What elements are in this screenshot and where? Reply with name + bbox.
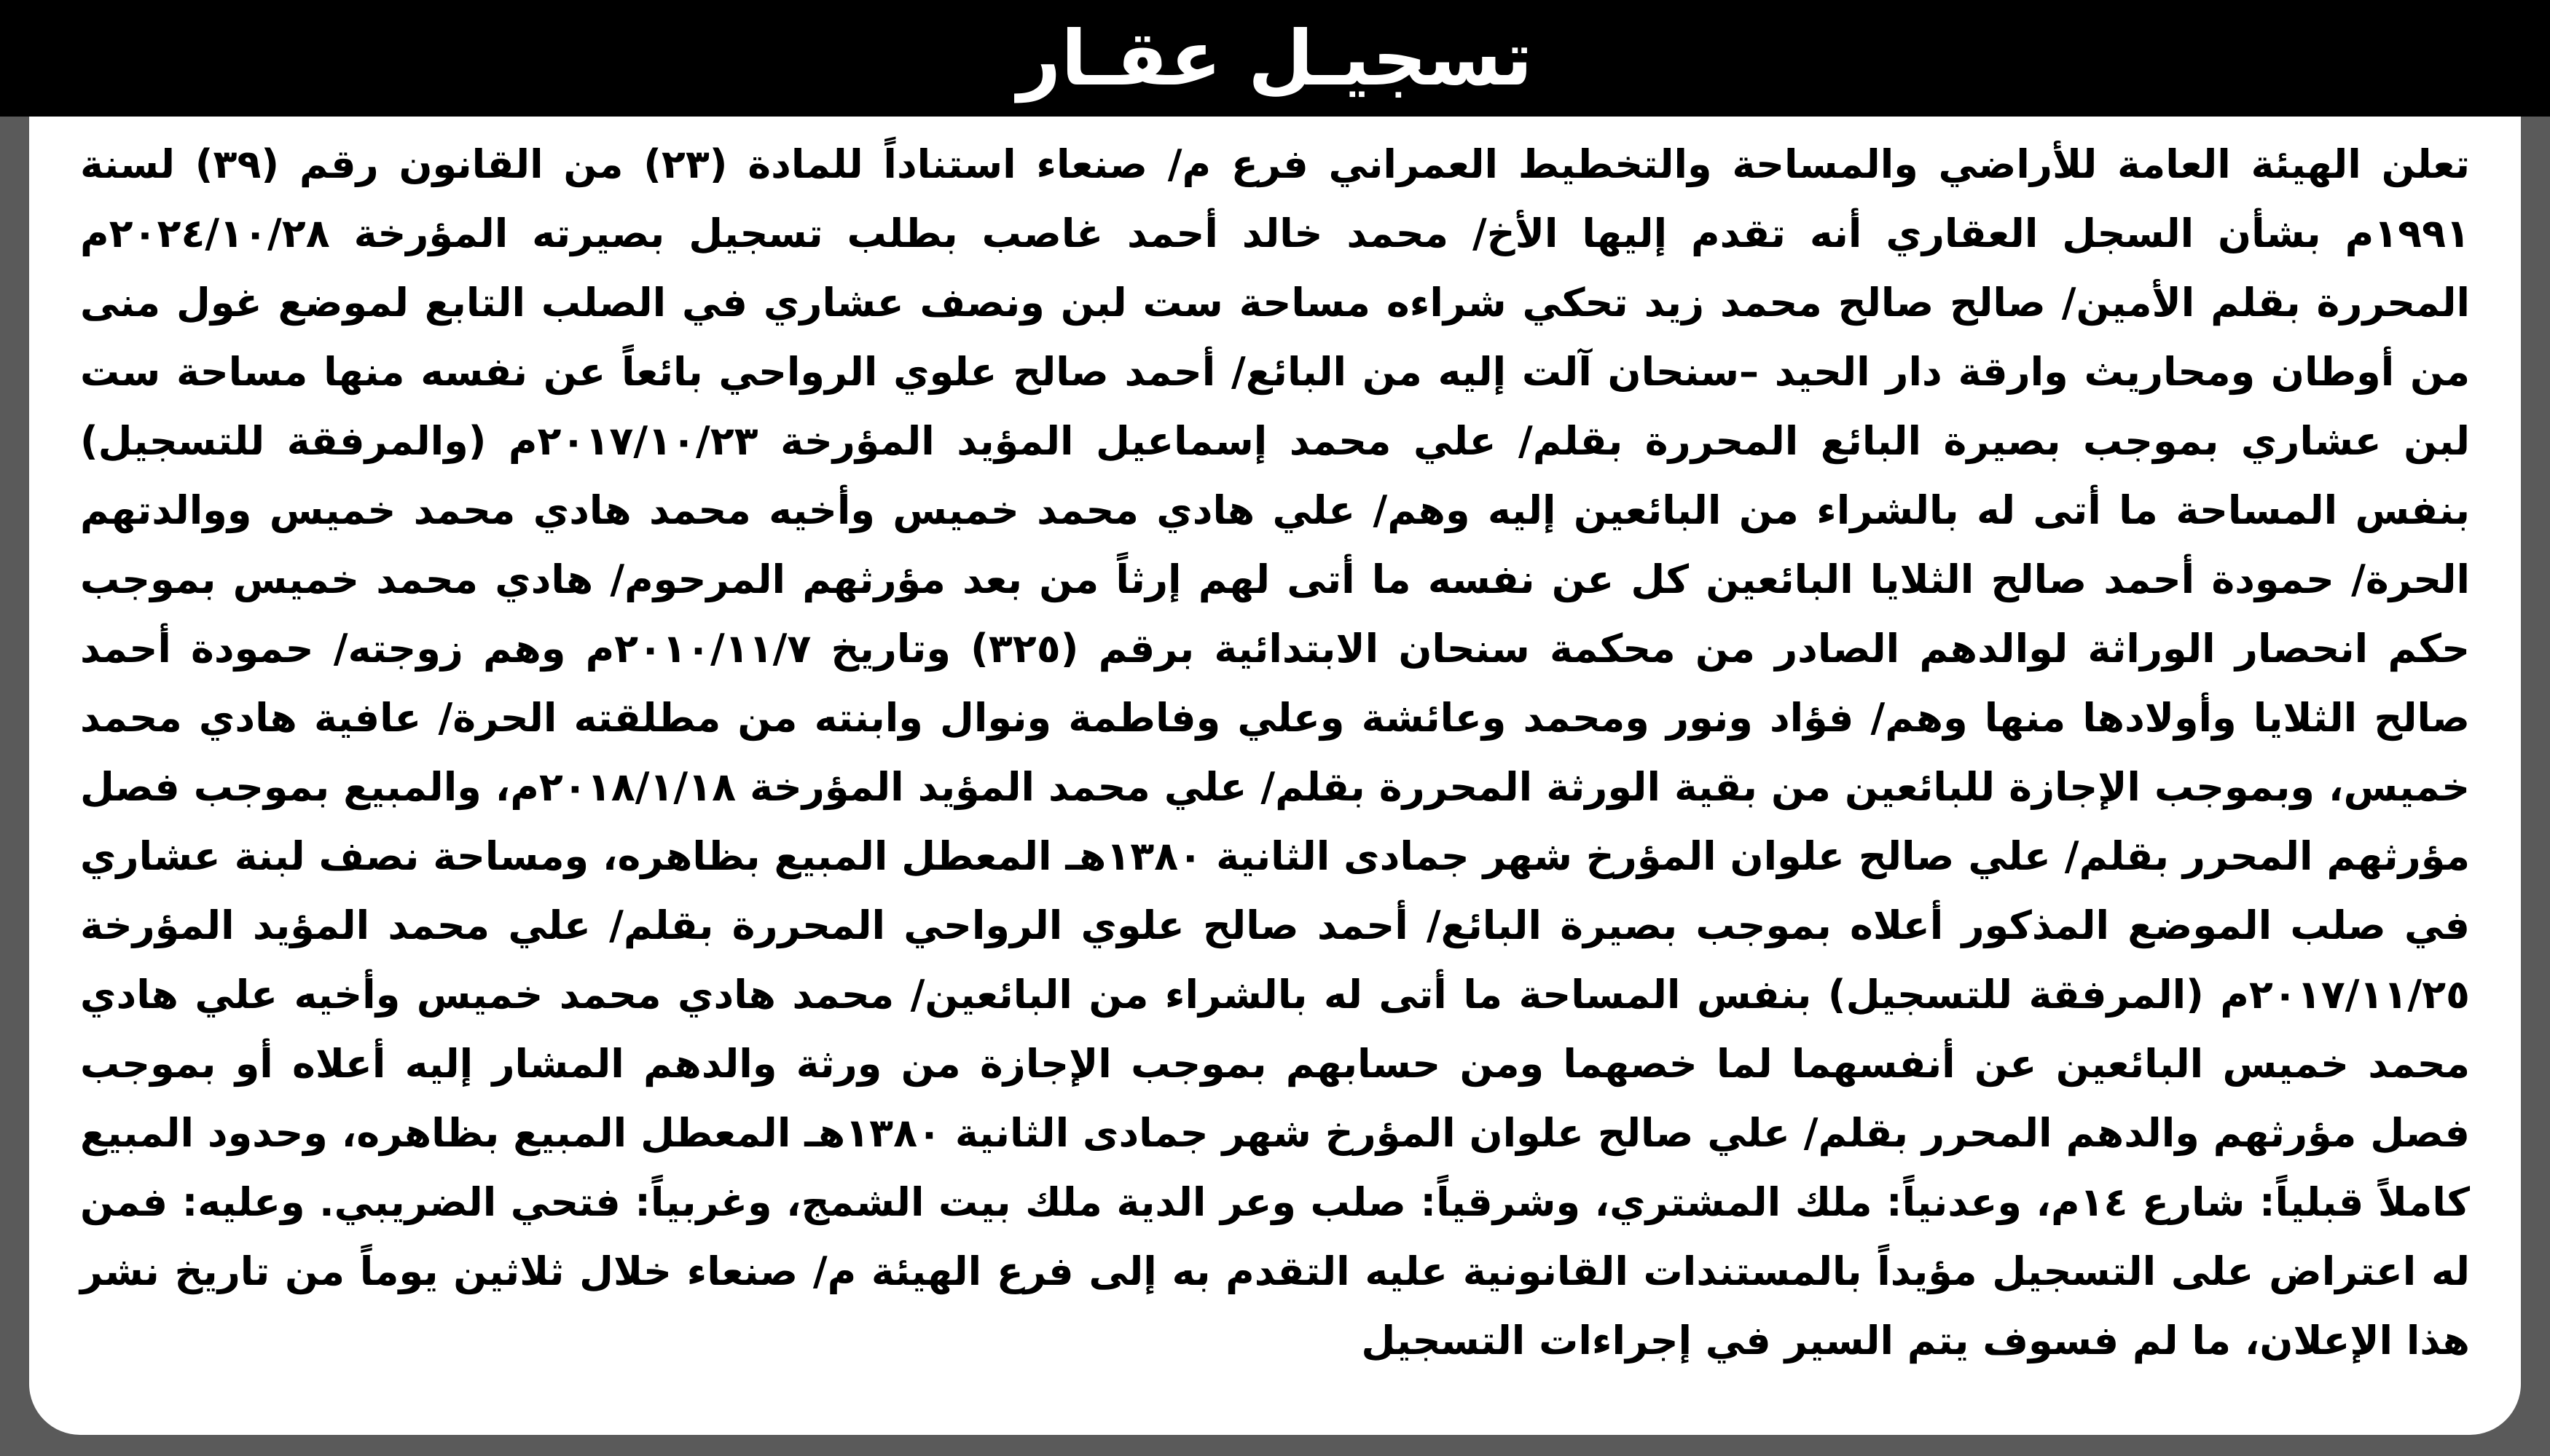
notice-body-text: تعلن الهيئة العامة للأراضي والمساحة والتخطيط العمراني فرع م/ صنعاء استناداً للمادة (٢٣) من القانون رقم (٣٩) لسنة ١٩٩١م بشأن السجل العقاري أنه تقدم إليها الأخ/ محمد خالد أحمد غاصب بطلب تسجيل بصيرته المؤرخة ٢٠٢٤/١٠/٢٨م المحررة بقلم الأمين/ صالح صالح محمد زيد تحكي شراءه مساحة ست لبن ونصف عشاري في الصلب التابع لموضع غول منى من أوطان ومحاريث وارقة دار الحيد –سنحان آلت إليه من البائع/ أحمد صالح علوي الرواحي بائعاً عن نفسه منها مساحة ست لبن عشاري بموجب بصيرة البائع المحررة بقلم/ علي محمد إسماعيل المؤيد المؤرخة ٢٠١٧/١٠/٢٣م (والمرفقة للتسجيل) بنفس المساحة ما أتى له بالشراء من البائعين إليه وهم/ علي هادي محمد خميس وأخيه محمد هادي محمد خميس ووالدتهم الحرة/ حمودة أحمد صالح الثلايا البائعين كل عن نفسه ما أتى لهم إرثاً من بعد مؤرثهم المرحوم/ هادي محمد خميس بموجب حكم انحصار الوراثة لوالدهم الصادر من محكمة سنحان الابتدائية برقم (٣٢٥) وتاريخ ٢٠١٠/١١/٧م وهم زوجته/ حمودة أحمد صالح الثلايا وأولادها منها وهم/ فؤاد ونور ومحمد وعائشة وعلي وفاطمة ونوال وابنته من مطلقته الحرة/ عافية هادي محمد خميس، وبموجب الإجازة للبائعين من بقية الورثة المحررة بقلم/ علي محمد المؤيد المؤرخة ٢٠١٨/١/١٨م، والمبيع بموجب فصل مؤرثهم المحرر بقلم/ علي صالح علوان المؤرخ شهر جمادى الثانية ١٣٨٠هـ المعطل المبيع بظاهره، ومساحة نصف لبنة عشاري في صلب الموضع المذكور أعلاه بموجب بصيرة البائع/ أحمد صالح علوي الرواحي المحررة بقلم/ علي محمد المؤيد المؤرخة ٢٠١٧/١١/٢٥م (المرفقة للتسجيل) بنفس المساحة ما أتى له بالشراء من البائعين/ محمد هادي محمد خميس وأخيه علي هادي محمد خميس البائعين عن أنفسهما لما خصهما ومن حسابهم بموجب الإجازة من ورثة والدهم المشار إليه أعلاه أو بموجب فصل مؤرثهم والدهم المحرر بقلم/ علي صالح علوان المؤرخ شهر جمادى الثانية ١٣٨٠هـ المعطل المبيع بظاهره، وحدود المبيع كاملاً قبلياً: شارع ١٤م، وعدنياً: ملك المشتري، وشرقياً: صلب وعر الدية ملك بيت الشمج، وغربياً: فتحي الضريبي. وعليه: فمن له اعتراض على التسجيل مؤيداً بالمستندات القانونية عليه التقدم به إلى فرع الهيئة م/ صنعاء خلال ثلاثين يوماً من تاريخ نشر هذا الإعلان، ما لم فسوف يتم السير في إجراءات التسجيل (80, 141, 2471, 1363)
notice-body-panel (29, 117, 2521, 1435)
notice-header (0, 0, 2550, 117)
notice-title: تسجيـل عقـار (1017, 14, 1533, 103)
